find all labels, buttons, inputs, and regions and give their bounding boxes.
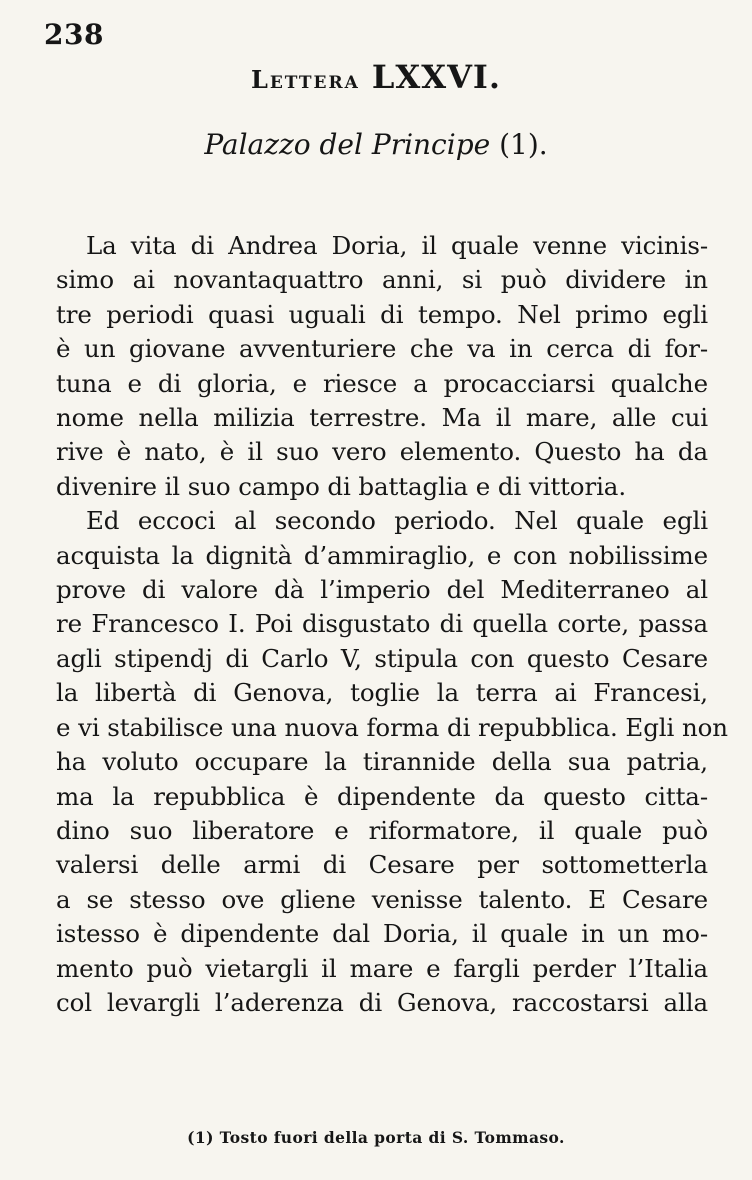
footnote-reference: (1). (499, 128, 548, 161)
body-text (56, 229, 728, 1020)
paragraph (56, 504, 728, 1020)
text-line: Ed eccoci al secondo periodo. Nel quale egli (86, 506, 708, 536)
text-line: e vi stabilisce una nuova forma di repubblica. Egli non (56, 712, 728, 742)
letter-subtitle (0, 128, 752, 161)
subtitle-title: Palazzo del Principe (204, 128, 491, 161)
page-number: 238 (44, 18, 104, 51)
text-line: è un giovane avventuriere che va in cerca di for- (56, 334, 708, 364)
paragraph (56, 229, 708, 504)
text-line: La vita di Andrea Doria, il quale venne vicinis- (86, 231, 708, 260)
text-line: tuna e di gloria, e riesce a procacciarsi qualche (56, 368, 708, 398)
text-line: divenire il suo campo di battaglia e di vittoria. (56, 471, 627, 501)
letter-numeral: LXXVI. (371, 58, 502, 96)
text-line: re Francesco I. Poi disgustato di quella corte, passa (56, 609, 708, 639)
text-line: istesso è dipendente dal Doria, il quale in un mo- (56, 919, 708, 949)
text-line: a se stesso ove gliene venisse talento. E Cesare (56, 884, 708, 914)
text-line: acquista la dignità d’ammiraglio, e con nobilissime (56, 540, 708, 570)
text-line: simo ai novantaquattro anni, si può dividere in (56, 265, 708, 295)
text-line: dino suo liberatore e riformatore, il quale può (56, 815, 708, 845)
footnote: (1) Tosto fuori della porta di S. Tommaso. (187, 1128, 565, 1147)
text-line: rive è nato, è il suo vero elemento. Questo ha da (56, 437, 708, 467)
text-line: ha voluto occupare la tirannide della sua patria, (56, 747, 708, 777)
text-line: prove di valore dà l’imperio del Mediterraneo al (56, 575, 708, 605)
text-line: col levargli l’aderenza di Genova, raccostarsi alla (56, 987, 708, 1017)
text-line: tre periodi quasi uguali di tempo. Nel primo egli (56, 299, 708, 329)
text-line: nome nella milizia terrestre. Ma il mare, alle cui (56, 403, 708, 433)
letter-word: Lettera (250, 65, 360, 94)
text-line: agli stipendj di Carlo V, stipula con questo Cesare (56, 643, 708, 673)
letter-heading (0, 58, 752, 96)
text-line: la libertà di Genova, toglie la terra ai Francesi, (56, 678, 708, 708)
text-line: ma la repubblica è dipendente da questo citta- (56, 781, 708, 811)
text-line: valersi delle armi di Cesare per sottometterla (56, 850, 708, 880)
text-line: mento può vietargli il mare e fargli perder l’Italia (56, 953, 708, 983)
